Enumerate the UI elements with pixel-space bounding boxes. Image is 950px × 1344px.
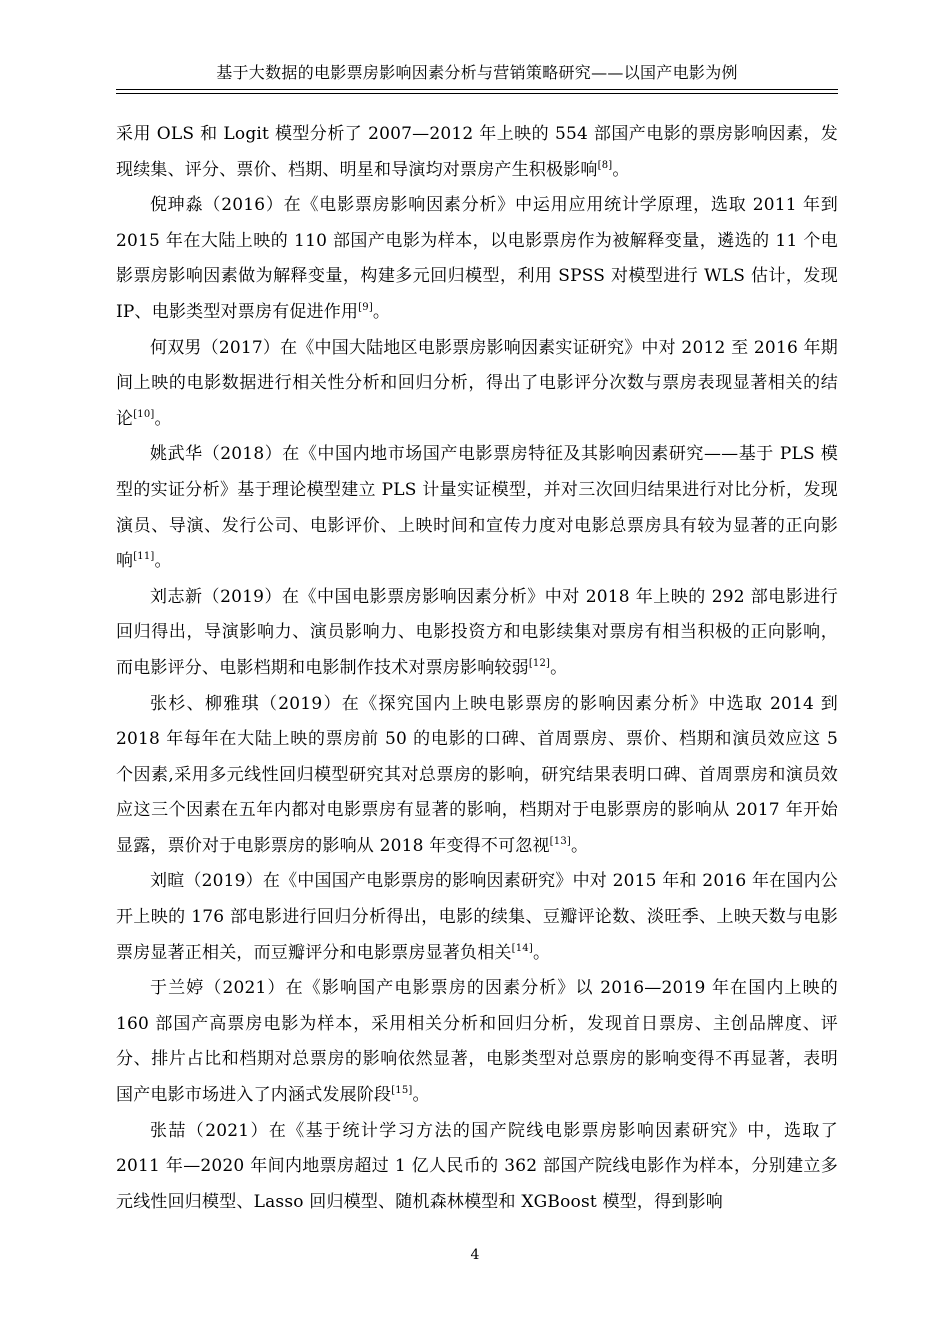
paragraph (116, 331, 838, 438)
paragraph (116, 1114, 838, 1221)
citation-ref: [15] (391, 1085, 413, 1097)
page-number: 4 (470, 1247, 480, 1263)
citation-ref: [14] (511, 942, 533, 954)
citation-ref: [11] (133, 551, 155, 563)
paragraph-text: 张杉、柳雅琪（2019）在《探究国内上映电影票房的影响因素分析》中选取 2014 到 2018 年每年在大陆上映的票房前 50 的电影的口碑、首周票房、票价、档期和演员效应这 5 个因素,采用多元线性回归模型研究其对总票房的影响，研究结果表明口碑、首周票房和演员效应这三个因素在五年内都对电影票房有显著的影响，档期对于电影票房的影响从 2017 年开始显露，票价对于电影票房的影响从 2018 年变得不可忽视 (116, 693, 838, 856)
paragraph-tail: 。 (412, 1085, 430, 1106)
paragraph-tail: 。 (612, 159, 630, 180)
paragraph-text: 倪珅淼（2016）在《电影票房影响因素分析》中运用应用统计学原理，选取 2011 年到 2015 年在大陆上映的 110 部国产电影为样本，以电影票房作为被解释变量，遴选的 11 个电影票房影响因素做为解释变量，构建多元回归模型，利用 SPSS 对模型进行 WLS 估计，发现 IP、电影类型对票房有促进作用 (116, 195, 838, 322)
paragraph-tail: 。 (532, 942, 551, 963)
paragraph (116, 437, 838, 579)
paragraph-tail: 。 (571, 835, 589, 856)
citation-ref: [8] (597, 159, 613, 171)
paragraph-text: 张喆（2021）在《基于统计学习方法的国产院线电影票房影响因素研究》中，选取了 2011 年—2020 年间内地票房超过 1 亿人民币的 362 部国产院线电影作为样本，分别建立多元线性回归模型、Lasso 回归模型、随机森林模型和 XGBoost 模型，得到影响 (116, 1120, 838, 1212)
paragraph (116, 687, 838, 865)
paragraph-text: 刘志新（2019）在《中国电影票房影响因素分析》中对 2018 年上映的 292 部电影进行回归得出，导演影响力、演员影响力、电影投资方和电影续集对票房有相当积极的正向影响，而电影评分、电影档期和电影制作技术对票房影响较弱 (116, 586, 838, 678)
paragraph-text: 姚武华（2018）在《中国内地市场国产电影票房特征及其影响因素研究——基于 PLS 模型的实证分析》基于理论模型建立 PLS 计量实证模型，并对三次回归结果进行对比分析，发现演员、导演、发行公司、电影评价、上映时间和宣传力度对电影总票房具有较为显著的正向影响 (116, 444, 838, 572)
paragraph-tail: 。 (154, 408, 172, 429)
citation-ref: [12] (528, 657, 551, 669)
paragraph (116, 864, 838, 971)
citation-ref: [10] (133, 408, 155, 420)
paragraph-continued (116, 117, 838, 188)
header-rule-thin (116, 93, 838, 94)
header-rule-thick (116, 89, 838, 90)
paragraph-text: 于兰婷（2021）在《影响国产电影票房的因素分析》以 2016—2019 年在国内上映的 160 部国产高票房电影为样本，采用相关分析和回归分析，发现首日票房、主创品牌度、评分、排片占比和档期对总票房的影响依然显著，电影类型对总票房的影响变得不再显著，表明国产电影市场进入了内涵式发展阶段 (116, 978, 838, 1106)
paragraph-text: 采用 OLS 和 Logit 模型分析了 2007—2012 年上映的 554 部国产电影的票房影响因素，发现续集、评分、票价、档期、明星和导演均对票房产生积极影响 (116, 124, 838, 180)
paragraph-text: 刘暄（2019）在《中国国产电影票房的影响因素研究》中对 2015 年和 2016 年在国内公开上映的 176 部电影进行回归分析得出，电影的续集、豆瓣评论数、淡旺季、上映天数与电影票房显著正相关，而豆瓣评分和电影票房显著负相关 (116, 871, 838, 963)
paragraph-tail: 。 (154, 551, 172, 572)
paragraph-tail: 。 (550, 657, 568, 678)
paragraph-tail: 。 (372, 301, 391, 322)
running-header: 基于大数据的电影票房影响因素分析与营销策略研究——以国产电影为例 (216, 63, 738, 82)
paragraph-text: 何双男（2017）在《中国大陆地区电影票房影响因素实证研究》中对 2012 至 2016 年期间上映的电影数据进行相关性分析和回归分析，得出了电影评分次数与票房表现显著相关的结论 (116, 337, 838, 429)
citation-ref: [13] (549, 835, 571, 847)
paragraph (116, 580, 838, 687)
paragraph (116, 971, 838, 1113)
paragraph (116, 188, 838, 330)
body-text (116, 117, 838, 1220)
citation-ref: [9] (358, 301, 373, 313)
